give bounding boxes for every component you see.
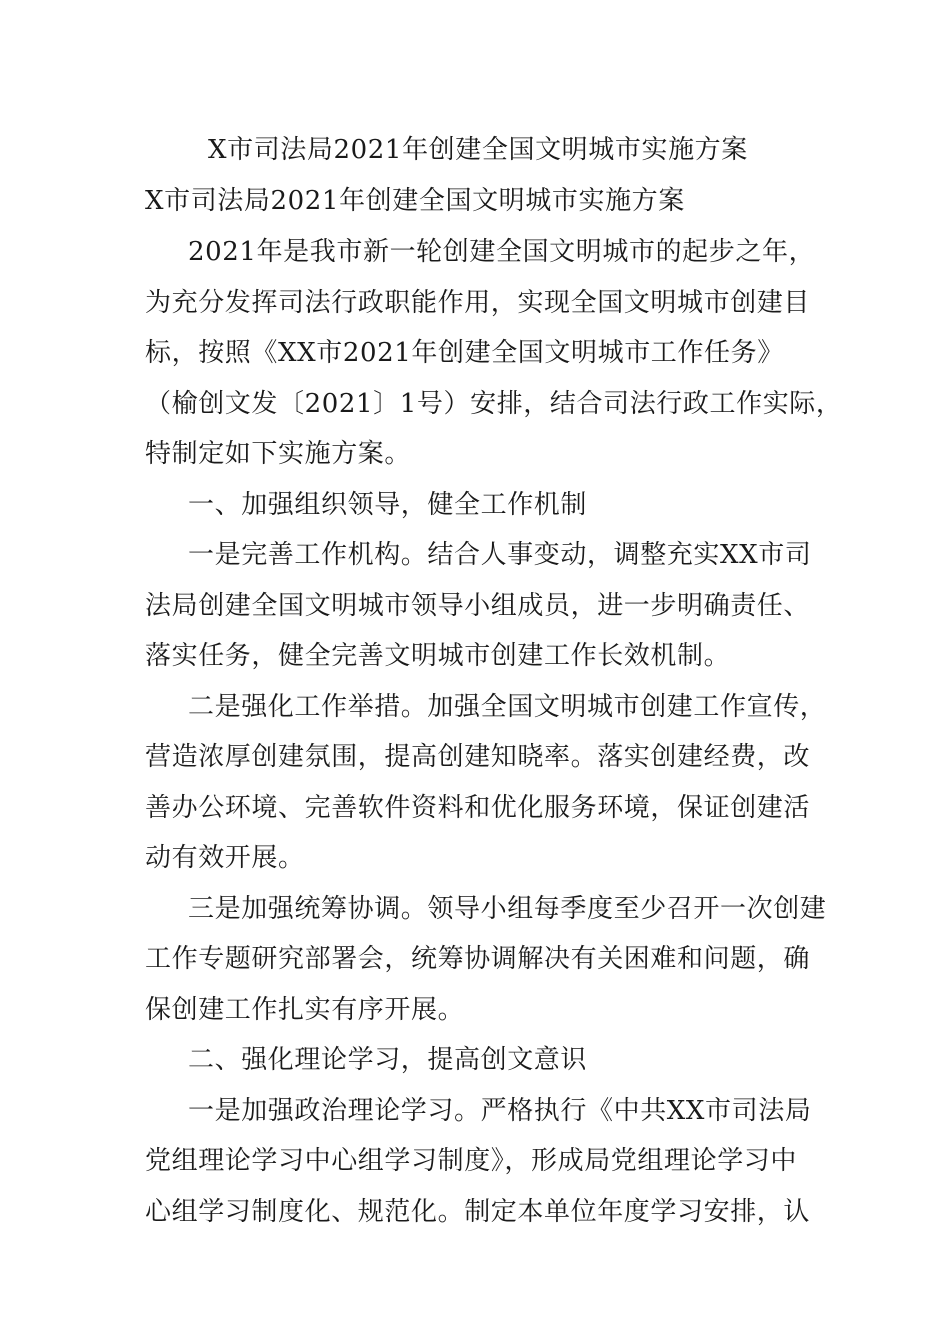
document-title: X市司法局2021年创建全国文明城市实施方案	[208, 135, 748, 165]
paragraph-line: 二是强化工作举措。加强全国文明城市创建工作宣传，	[188, 692, 827, 722]
document-subtitle: X市司法局2021年创建全国文明城市实施方案	[145, 186, 685, 216]
paragraph-line: 一是加强政治理论学习。严格执行《中共XX市司法局	[188, 1096, 812, 1126]
paragraph-line: 法局创建全国文明城市领导小组成员，进一步明确责任、	[145, 591, 811, 621]
paragraph-line: 工作专题研究部署会，统筹协调解决有关困难和问题，确	[145, 944, 811, 974]
section-heading: 一、加强组织领导，健全工作机制	[188, 490, 588, 520]
paragraph-line: 动有效开展。	[145, 843, 305, 873]
paragraph-line: （榆创文发〔2021〕1号）安排，结合司法行政工作实际，	[145, 389, 843, 419]
paragraph-line: 善办公环境、完善软件资料和优化服务环境，保证创建活	[145, 793, 811, 823]
paragraph-line: 保创建工作扎实有序开展。	[145, 995, 465, 1025]
paragraph-line: 一是完善工作机构。结合人事变动，调整充实XX市司	[188, 540, 812, 570]
paragraph-line: 落实任务，健全完善文明城市创建工作长效机制。	[145, 641, 731, 671]
paragraph-line: 党组理论学习中心组学习制度》，形成局党组理论学习中	[145, 1146, 798, 1176]
paragraph-line: 三是加强统筹协调。领导小组每季度至少召开一次创建	[188, 894, 827, 924]
paragraph-line: 2021年是我市新一轮创建全国文明城市的起步之年，	[188, 237, 816, 267]
paragraph-line: 心组学习制度化、规范化。制定本单位年度学习安排，认	[145, 1197, 811, 1227]
paragraph-line: 标，按照《XX市2021年创建全国文明城市工作任务》	[145, 338, 784, 368]
paragraph-line: 为充分发挥司法行政职能作用，实现全国文明城市创建目	[145, 288, 811, 318]
paragraph-line: 营造浓厚创建氛围，提高创建知晓率。落实创建经费，改	[145, 742, 811, 772]
section-heading: 二、强化理论学习，提高创文意识	[188, 1045, 588, 1075]
paragraph-line: 特制定如下实施方案。	[145, 439, 412, 469]
